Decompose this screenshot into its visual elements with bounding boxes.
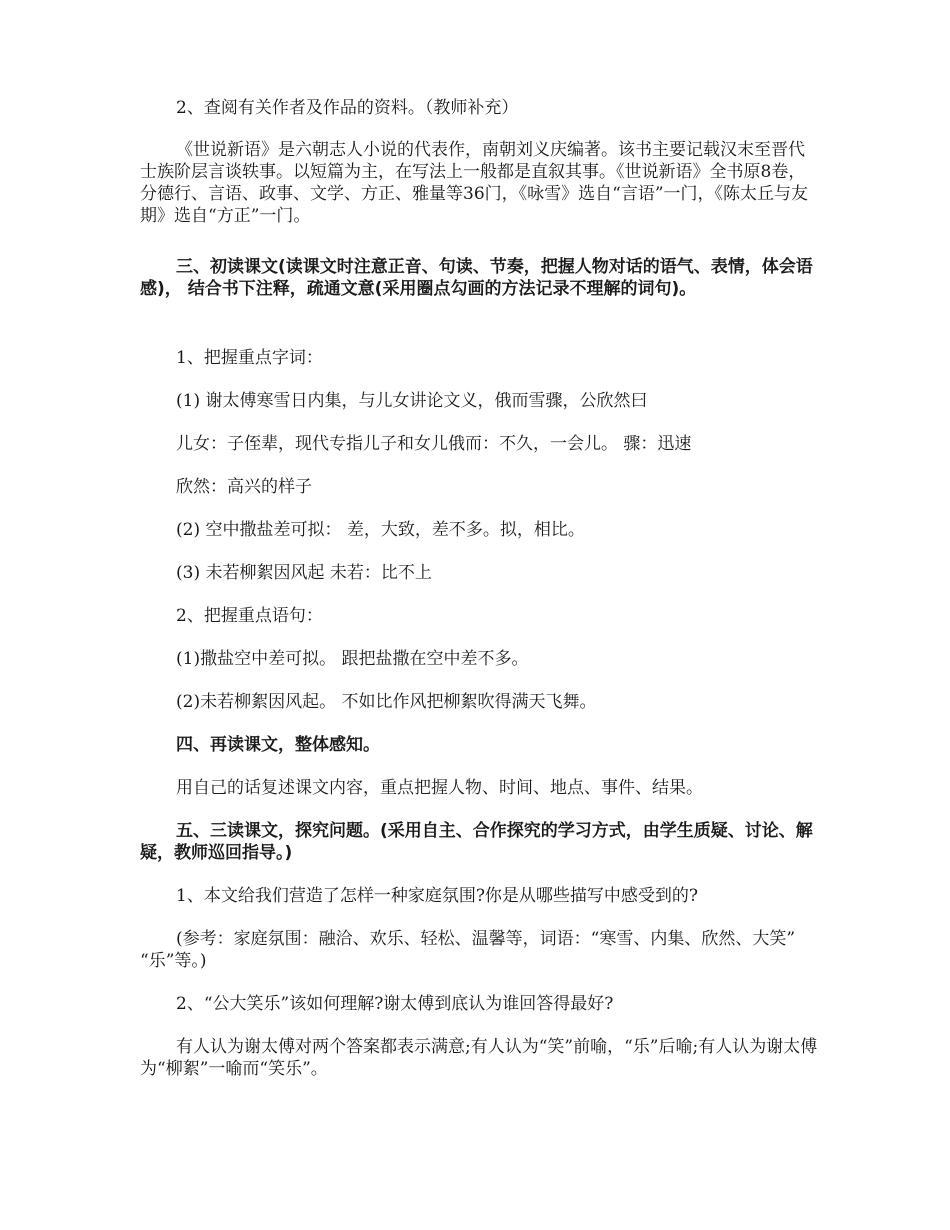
heading-third-reading: 五、三读课文，探究问题。(采用自主、合作探究的学习方式，由学生质疑、讨论、解疑，教师巡回指导。): [140, 821, 813, 863]
heading-second-reading: 四、再读课文，整体感知。: [176, 735, 380, 755]
word-item-2: (2) 空中撒盐差可拟： 差，大致，差不多。拟，相比。: [176, 520, 585, 540]
sentence-item-1: (1)撒盐空中差可拟。 跟把盐撒在空中差不多。: [176, 649, 529, 669]
answer-2-paragraph: 有人认为谢太傅对两个答案都表示满意;有人认为“笑”前喻，“乐”后喻;有人认为谢太傅为“柳絮”一喻而“笑乐”。: [140, 1037, 818, 1079]
reference-answer-1: (参考：家庭氛围：融洽、欢乐、轻松、温馨等，词语：“寒雪、内集、欣然、大笑” “乐”等。): [140, 929, 796, 971]
word-item-1: (1) 谢太傅寒雪日内集，与儿女讲论文义，俄而雪骤，公欣然曰: [176, 391, 648, 411]
subheading-key-words: 1、把握重点字词：: [176, 348, 323, 368]
section-item-2: 2、查阅有关作者及作品的资料。（教师补充）: [176, 98, 519, 118]
question-1: 1、本文给我们营造了怎样一种家庭氛围?你是从哪些描写中感受到的?: [176, 886, 699, 906]
question-2: 2、“公大笑乐”该如何理解?谢太傅到底认为谁回答得最好?: [176, 994, 614, 1014]
word-note-2: 欣然：高兴的样子: [176, 477, 312, 497]
heading-first-reading: 三、初读课文(读课文时注意正音、句读、节奏，把握人物对话的语气、表情，体会语感)， 结合书下注释，疏通文意(采用圈点勾画的方法记录不理解的词句)。: [140, 257, 813, 299]
word-note-1: 儿女：子侄辈，现代专指儿子和女儿俄而：不久，一会儿。 骤：迅速: [176, 434, 692, 454]
retell-paragraph: 用自己的话复述课文内容，重点把握人物、时间、地点、事件、结果。: [176, 778, 703, 798]
sentence-item-2: (2)未若柳絮因风起。 不如比作风把柳絮吹得满天飞舞。: [176, 692, 597, 712]
book-intro-paragraph: 《世说新语》是六朝志人小说的代表作，南朝刘义庆编著。该书主要记载汉末至晋代士族阶层言谈轶事。以短篇为主，在写法上一般都是直叙其事。《世说新语》全书原8卷，分德行、言语、政事、文学、方正、雅量等36门，《咏雪》选自“言语”一门，《陈太丘与友期》选自“方正”一门。: [140, 140, 809, 226]
subheading-key-sentences: 2、把握重点语句：: [176, 606, 323, 626]
word-item-3: (3) 未若柳絮因风起 未若：比不上: [176, 563, 432, 583]
